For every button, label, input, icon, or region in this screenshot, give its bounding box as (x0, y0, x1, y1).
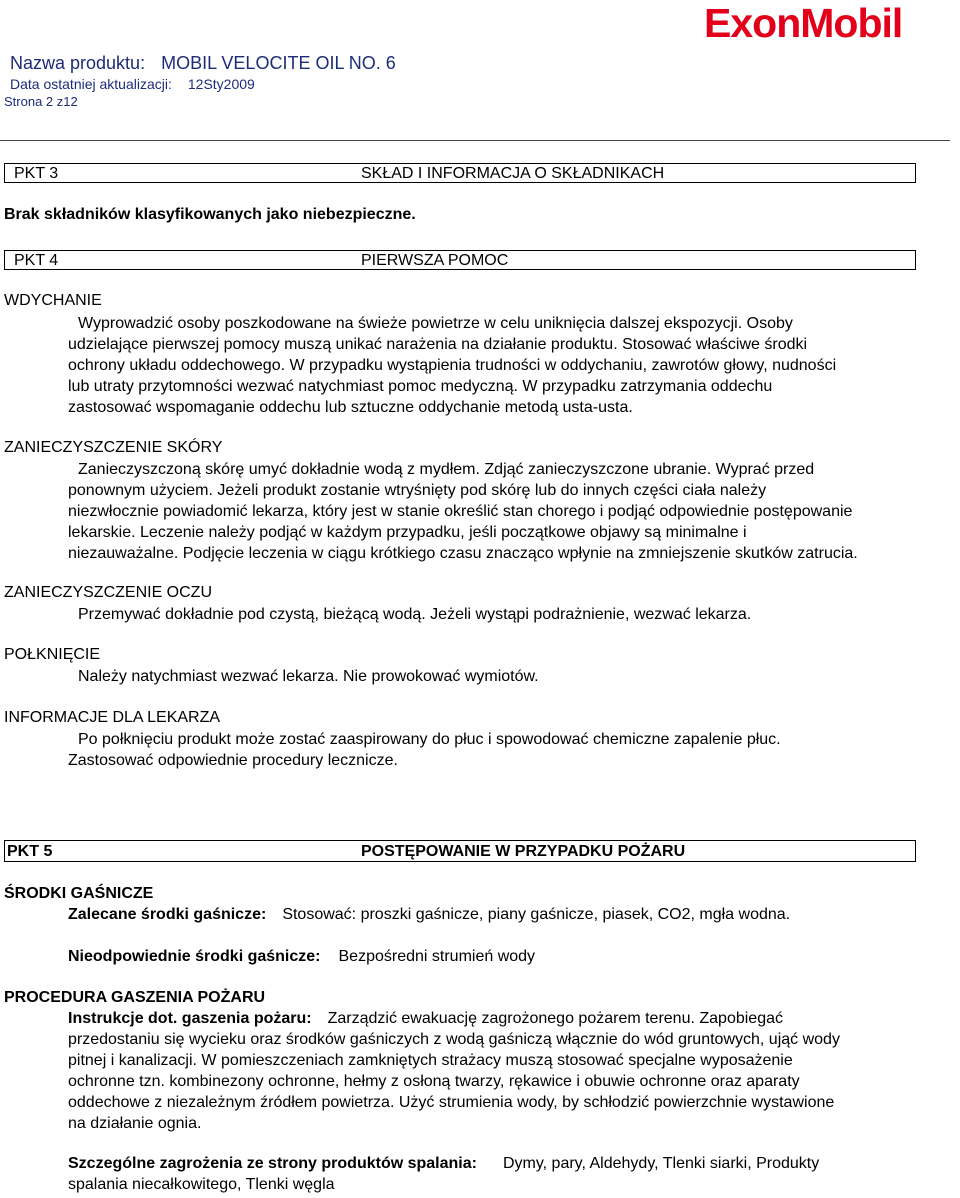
instructions-text: Zarządzić ewakuację zagrożonego pożarem terenu. Zapobiegać (327, 1010, 783, 1027)
doctor-heading: INFORMACJE DLA LEKARZA (4, 709, 221, 726)
product-name-label: Nazwa produktu: (10, 53, 146, 73)
eye-line: Przemywać dokładnie pod czystą, bieżącą wodą. Jeżeli wystąpi podrażnienie, wezwać lekarza. (78, 606, 752, 623)
hazards-first-line (68, 1155, 819, 1173)
product-name-value: MOBIL VELOCITE OIL NO. 6 (161, 53, 396, 73)
unsuitable-value: Bezpośredni strumień wody (338, 948, 536, 965)
ingestion-heading: POŁKNIĘCIE (4, 646, 101, 663)
skin-heading: ZANIECZYSZCZENIE SKÓRY (4, 439, 223, 456)
instructions-line: przedostaniu się wycieku oraz środków gaśniczych z wodą gaśniczą włącznie do wód gruntowych, ująć wody (68, 1031, 840, 1048)
doctor-line: Zastosować odpowiednie procedury lecznicze. (68, 752, 398, 769)
hazards-line: spalania niecałkowitego, Tlenki węgla (68, 1176, 335, 1193)
instructions-line: na działanie ognia. (68, 1115, 202, 1132)
inhalation-line: zastosować wspomaganie oddechu lub sztuczne oddychanie metodą usta-usta. (68, 399, 633, 416)
instructions-first-line (68, 1010, 783, 1028)
inhalation-heading: WDYCHANIE (4, 292, 102, 309)
hazards-text: Dymy, pary, Aldehydy, Tlenki siarki, Produkty (502, 1155, 820, 1172)
update-date-line (10, 76, 255, 92)
product-name-line (10, 53, 396, 74)
unsuitable-media (68, 948, 535, 966)
eye-heading: ZANIECZYSZCZENIE OCZU (4, 584, 213, 601)
pkt3-text: Brak składników klasyfikowanych jako niebezpieczne. (4, 206, 416, 223)
unsuitable-label: Nieodpowiednie środki gaśnicze: (68, 948, 321, 965)
section-number: PKT 4 (14, 252, 59, 269)
recommended-label: Zalecane środki gaśnicze: (68, 906, 267, 923)
inhalation-line: udzielające pierwszej pomocy muszą unikać narażenia na działanie produktu. Stosować właściwe środki (68, 336, 808, 353)
media-heading: ŚRODKI GAŚNICZE (4, 885, 154, 902)
header-divider (0, 140, 950, 141)
instructions-line: pitnej i kanalizacji. W pomieszczeniach zamkniętych strażacy muszą stosować specjalne wyposażenie (68, 1052, 793, 1069)
section-number: PKT 3 (14, 165, 59, 182)
exxonmobil-logo: ExonMobil (704, 0, 903, 46)
doctor-line: Po połknięciu produkt może zostać zaaspirowany do płuc i spowodować chemiczne zapalenie płuc. (78, 731, 781, 748)
skin-line: lekarskie. Leczenie należy podjąć w każdym przypadku, jeśli początkowe objawy są minimalne i (68, 524, 747, 541)
section-title: SKŁAD I INFORMACJA O SKŁADNIKACH (361, 165, 665, 182)
update-date-label: Data ostatniej aktualizacji: (10, 76, 172, 92)
section-number: PKT 5 (7, 843, 53, 860)
inhalation-line: lub utraty przytomności wezwać natychmiast pomoc medyczną. W przypadku zatrzymania oddechu (68, 378, 773, 395)
recommended-media (68, 906, 790, 924)
recommended-value: Stosować: proszki gaśnicze, piany gaśnicze, piasek, CO2, mgła wodna. (282, 906, 791, 923)
page-number: Strona 2 z12 (4, 94, 78, 109)
hazards-label: Szczególne zagrożenia ze strony produktów spalania: (68, 1155, 477, 1172)
ingestion-line: Należy natychmiast wezwać lekarza. Nie prowokować wymiotów. (78, 668, 539, 685)
update-date-value: 12Sty2009 (187, 76, 255, 92)
instructions-line: ochronne tzn. kombinezony ochronne, hełmy z osłoną twarzy, rękawice i obuwie ochronne oraz aparaty (68, 1073, 800, 1090)
inhalation-line: ochrony układu oddechowego. W przypadku wystąpienia trudności w oddychaniu, zawrotów głowy, nudności (68, 357, 837, 374)
instructions-label: Instrukcje dot. gaszenia pożaru: (68, 1010, 312, 1027)
section-header-pkt5 (4, 840, 916, 862)
instructions-line: oddechowe z niezależnym źródłem powietrza. Użyć strumienia wody, by schłodzić powierzchnie wystawione (68, 1094, 835, 1111)
section-header-pkt3 (4, 163, 916, 183)
procedure-heading: PROCEDURA GASZENIA POŻARU (4, 989, 266, 1006)
skin-line: niezwłocznie powiadomić lekarza, który jest w stanie określić stan chorego i podjąć odpowiednie postępowanie (68, 503, 853, 520)
section-title: POSTĘPOWANIE W PRZYPADKU POŻARU (361, 843, 686, 860)
inhalation-line: Wyprowadzić osoby poszkodowane na świeże powietrze w celu uniknięcia dalszej ekspozycji. Osoby (78, 315, 793, 332)
skin-line: ponownym użyciem. Jeżeli produkt zostanie wtryśnięty pod skórę lub do innych części ciała należy (68, 482, 767, 499)
section-header-pkt4 (4, 250, 916, 270)
section-title: PIERWSZA POMOC (361, 252, 509, 269)
skin-line: Zanieczyszczoną skórę umyć dokładnie wodą z mydłem. Zdjąć zanieczyszczone ubranie. Wyprać przed (78, 461, 815, 478)
skin-line: niezauważalne. Podjęcie leczenia w ciągu krótkiego czasu znacząco wpłynie na zmniejszenie skutków zatrucia. (68, 545, 858, 562)
